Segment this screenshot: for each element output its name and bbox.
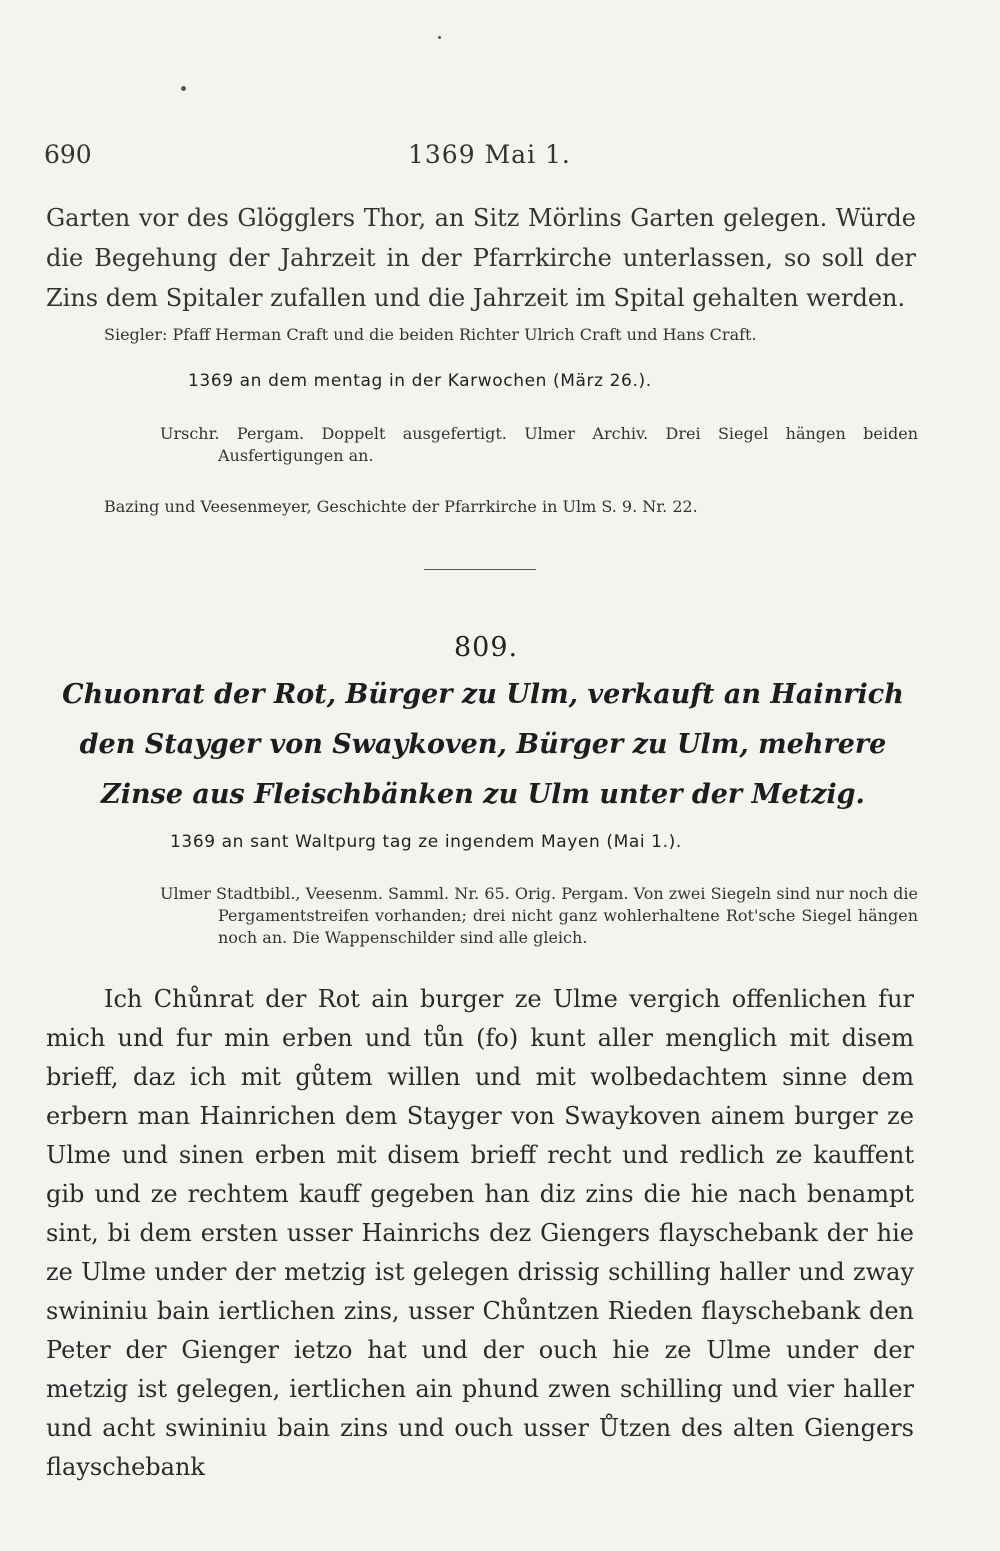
document-dateline: 1369 an sant Waltpurg tag ze ingendem Mayen (Mai 1.). xyxy=(170,832,682,852)
page-number: 690 xyxy=(44,140,92,169)
document-source-note: Ulmer Stadtbibl., Veesenm. Samml. Nr. 65. Orig. Pergam. Von zwei Siegeln sind nur noch die Pergamentstreifen vorhanden; drei nicht ganz wohlerhaltene Rot'sche Siegel hängen noch an. Die Wappenschilder sind alle gleich. xyxy=(160,884,918,947)
document-body-text: Ich Chůnrat der Rot ain burger ze Ulme vergich offenlichen fur mich und fur min erben und tůn (fo) kunt aller menglich mit disem brieff, daz ich mit gůtem willen und mit wolbedachtem sinne dem erbern man Hainrichen dem Stayger von Swaykoven ainem burger ze Ulme und sinen erben mit disem brieff recht und redlich ze kauffent gib und ze rechtem kauff gegeben han diz zins die hie nach benampt sint, bi dem ersten usser Hainrichs dez Giengers flayschebank der hie ze Ulme under der metzig ist gelegen drissig schilling haller und zway swininiu bain iertlichen zins, usser Chůntzen Rieden flayschebank den Peter der Gienger ietzo hat und der ouch hie ze Ulme under der metzig ist gelegen, iertlichen ain phund zwen schilling und vier haller und acht swininiu bain zins und ouch usser Ůtzen des alten Giengers flayschebank xyxy=(46,985,914,1481)
prev-literature-note: Bazing und Veesenmeyer, Geschichte der Pfarrkirche in Ulm S. 9. Nr. 22. xyxy=(104,497,698,516)
siegler-note: Siegler: Pfaff Herman Craft und die beiden Richter Ulrich Craft und Hans Craft. xyxy=(104,325,757,344)
prev-source-note: Urschr. Pergam. Doppelt ausgefertigt. Ulmer Archiv. Drei Siegel hängen beiden Ausfertigungen an. xyxy=(160,424,918,465)
continuation-paragraph: Garten vor des Glögglers Thor, an Sitz Mörlins Garten gelegen. Würde die Begehung der Jahrzeit in der Pfarrkirche unterlassen, so soll der Zins dem Spitaler zufallen und die Jahrzeit im Spital gehalten werden. xyxy=(46,204,916,312)
section-divider xyxy=(424,569,536,570)
document-title: Chuonrat der Rot, Bürger zu Ulm, verkauft an Hainrich den Stayger von Swaykoven, Bürger zu Ulm, mehrere Zinse aus Fleischbänken zu Ulm unter der Metzig. xyxy=(62,679,904,810)
prev-dateline: 1369 an dem mentag in der Karwochen (März 26.). xyxy=(188,371,652,391)
running-header-date: 1369 Mai 1. xyxy=(408,140,571,169)
ink-speck xyxy=(181,86,186,91)
ink-speck xyxy=(438,36,441,39)
document-number: 809. xyxy=(454,632,519,663)
